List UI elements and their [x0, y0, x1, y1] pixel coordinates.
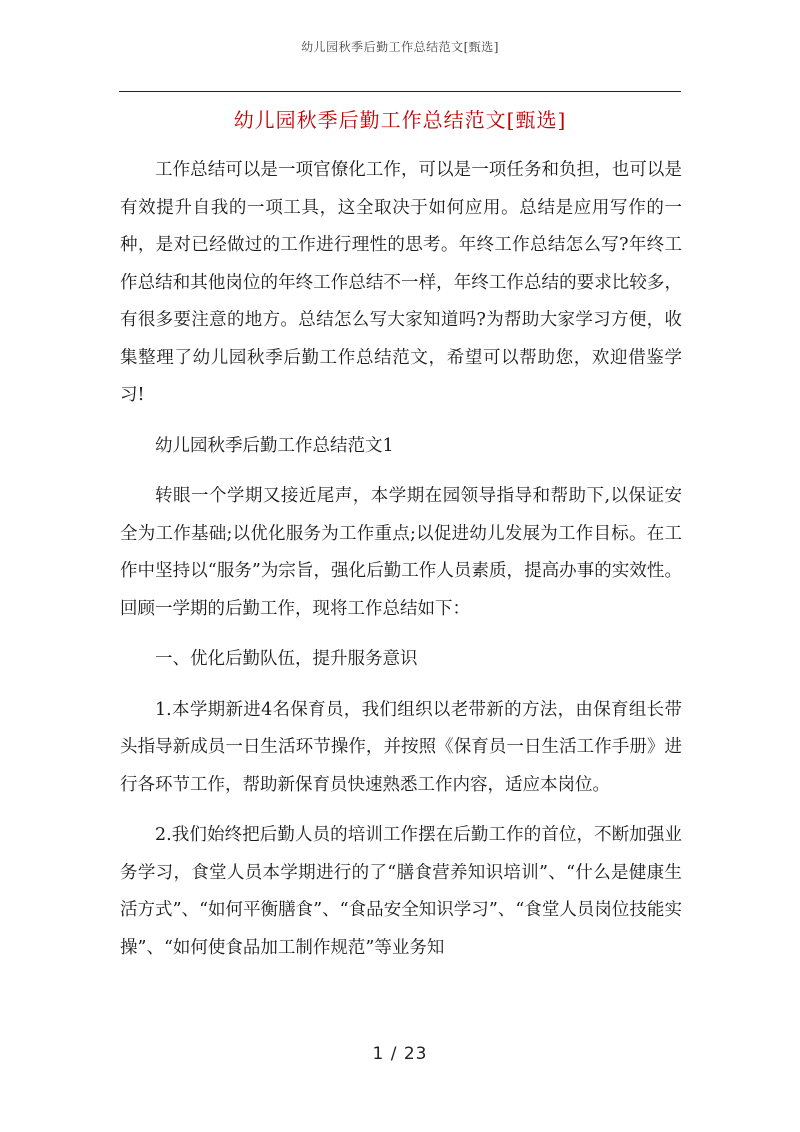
intro-paragraph: 工作总结可以是一项官僚化工作，可以是一项任务和负担，也可以是有效提升自我的一项工具，这全取决于如何应用。总结是应用写作的一种，是对已经做过的工作进行理性的思考。年终工作总结怎么写?年终工作总结和其他岗位的年终工作总结不一样，年终工作总结的要求比较多，有很多要注意的地方。总结怎么写大家知道吗?为帮助大家学习方便，收集整理了幼儿园秋季后勤工作总结范文，希望可以帮助您，欢迎借鉴学习! — [120, 160, 682, 405]
body-paragraph: 转眼一个学期又接近尾声，本学期在园领导指导和帮助下,以保证安全为工作基础;以优化服务为工作重点;以促进幼儿发展为工作目标。在工作中坚持以“服务”为宗旨，强化后勤工作人员素质，提高办事的实效性。回顾一学期的后勤工作，现将工作总结如下： — [120, 486, 682, 619]
header-divider — [119, 91, 681, 92]
subsection-heading: 一、优化后勤队伍，提升服务意识 — [155, 649, 418, 669]
paragraph-gap — [120, 804, 682, 817]
body-paragraph: 2.我们始终把后勤人员的培训工作摆在后勤工作的首位，不断加强业务学习，食堂人员本学期进行的了“膳食营养知识培训”、“什么是健康生活方式”、“如何平衡膳食”、“食品安全知识学习”、“食堂人员岗位技能实操”、“如何使食品加工制作规范”等业务知 — [120, 825, 682, 958]
paragraph-gap — [120, 679, 682, 692]
running-header: 幼儿园秋季后勤工作总结范文[甄选] — [301, 40, 499, 54]
paragraph-gap — [120, 465, 682, 478]
page-number: 1 / 23 — [372, 1044, 428, 1064]
document-body — [120, 152, 682, 967]
document-title: 幼儿园秋季后勤工作总结范文[甄选] — [233, 108, 567, 132]
paragraph-gap — [120, 628, 682, 641]
paragraph-gap — [120, 415, 682, 428]
body-paragraph: 1.本学期新进4名保育员，我们组织以老带新的方法，由保育组长带头指导新成员一日生活环节操作，并按照《保育员一日生活工作手册》进行各环节工作，帮助新保育员快速熟悉工作内容，适应本岗位。 — [120, 699, 682, 795]
section-heading: 幼儿园秋季后勤工作总结范文1 — [155, 435, 394, 456]
